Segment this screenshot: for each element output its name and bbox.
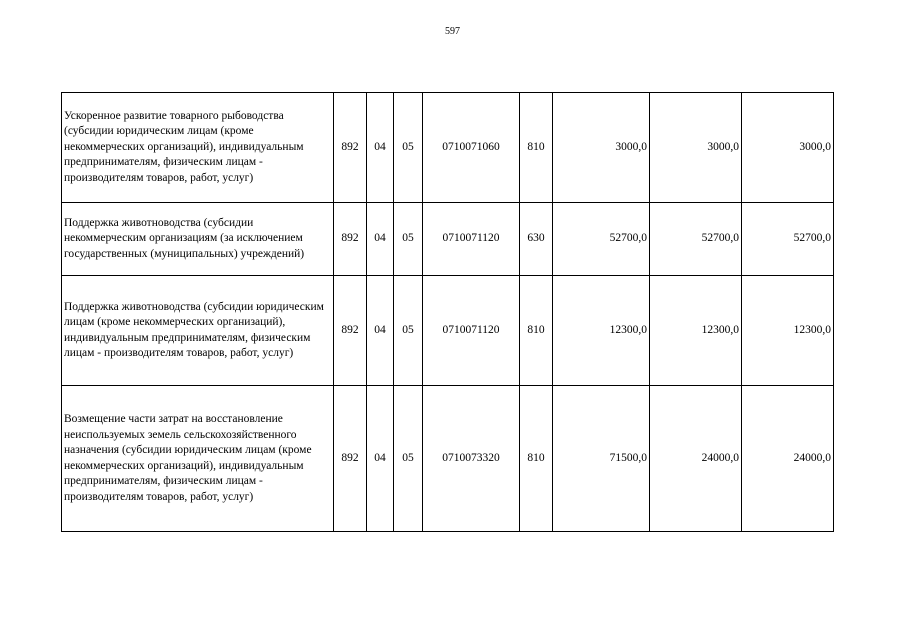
target-article-code: 0710071060: [423, 93, 520, 203]
amount-year-2: 12300,0: [650, 276, 742, 386]
table-row: [62, 276, 834, 386]
budget-table: [61, 92, 834, 532]
amount-year-1: 52700,0: [553, 203, 650, 276]
ministry-code: 892: [334, 93, 367, 203]
amount-year-2: 24000,0: [650, 386, 742, 532]
amount-year-3: 24000,0: [742, 386, 834, 532]
amount-year-2: 52700,0: [650, 203, 742, 276]
amount-year-1: 71500,0: [553, 386, 650, 532]
target-article-code: 0710073320: [423, 386, 520, 532]
amount-year-2: 3000,0: [650, 93, 742, 203]
target-article-code: 0710071120: [423, 203, 520, 276]
section-code: 04: [367, 93, 394, 203]
expense-type-code: 810: [520, 276, 553, 386]
target-article-code: 0710071120: [423, 276, 520, 386]
expense-type-code: 630: [520, 203, 553, 276]
section-code: 04: [367, 386, 394, 532]
subsection-code: 05: [394, 203, 423, 276]
page-number: 597: [445, 26, 460, 37]
amount-year-3: 12300,0: [742, 276, 834, 386]
row-name: Возмещение части затрат на восстановление неиспользуемых земель сельскохозяйственного назначения (субсидии юридическим лицам (кроме некоммерческих организаций), индивидуальным предпринимателям, физическим лицам - производителям товаров, работ, услуг): [62, 386, 334, 532]
row-name: Поддержка животноводства (субсидии некоммерческим организациям (за исключением государственных (муниципальных) учреждений): [62, 203, 334, 276]
table-row: [62, 386, 834, 532]
row-name: Поддержка животноводства (субсидии юридическим лицам (кроме некоммерческих организаций), индивидуальным предпринимателям, физическим лицам - производителям товаров, работ, услуг): [62, 276, 334, 386]
section-code: 04: [367, 276, 394, 386]
expense-type-code: 810: [520, 93, 553, 203]
amount-year-3: 52700,0: [742, 203, 834, 276]
amount-year-1: 12300,0: [553, 276, 650, 386]
subsection-code: 05: [394, 93, 423, 203]
section-code: 04: [367, 203, 394, 276]
subsection-code: 05: [394, 386, 423, 532]
ministry-code: 892: [334, 386, 367, 532]
table-row: [62, 93, 834, 203]
subsection-code: 05: [394, 276, 423, 386]
amount-year-1: 3000,0: [553, 93, 650, 203]
amount-year-3: 3000,0: [742, 93, 834, 203]
row-name: Ускоренное развитие товарного рыбоводства (субсидии юридическим лицам (кроме некоммерческих организаций), индивидуальным предпринимателям, физическим лицам - производителям товаров, работ, услуг): [62, 93, 334, 203]
ministry-code: 892: [334, 203, 367, 276]
ministry-code: 892: [334, 276, 367, 386]
table-row: [62, 203, 834, 276]
expense-type-code: 810: [520, 386, 553, 532]
